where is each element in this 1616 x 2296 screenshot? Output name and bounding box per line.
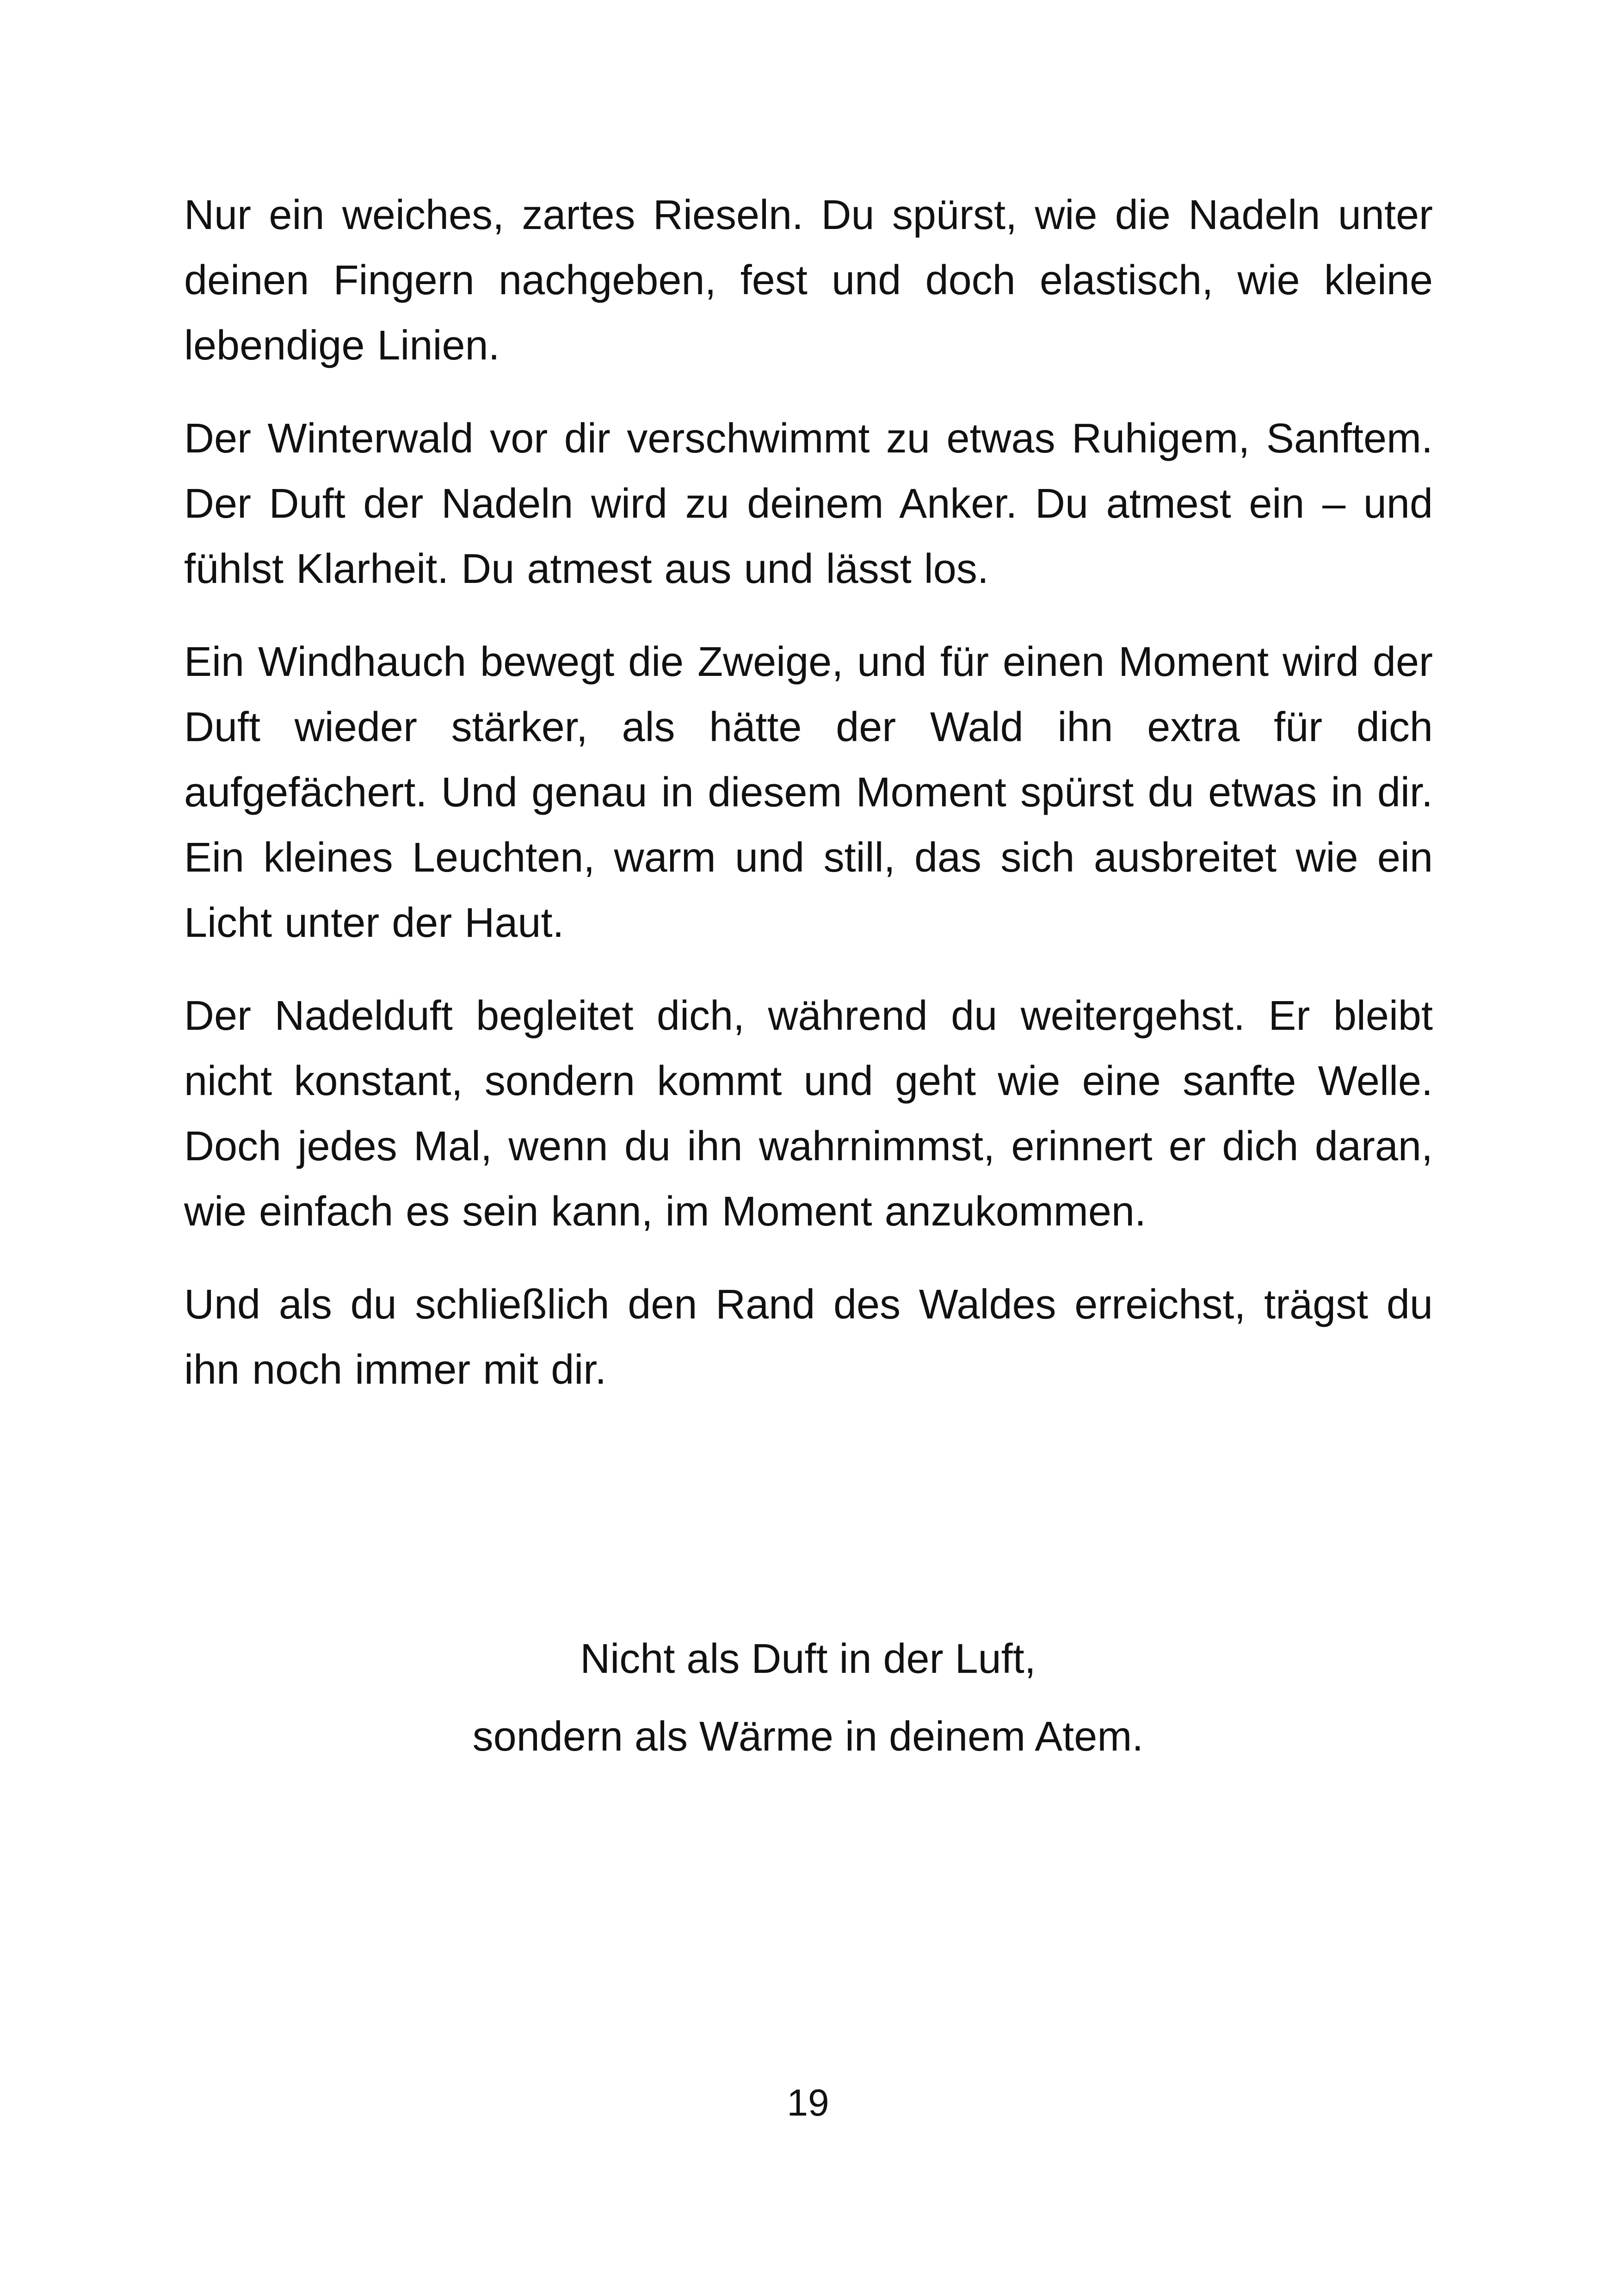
body-text (184, 183, 1433, 1430)
paragraph-3: Ein Windhauch bewegt die Zweige, und für einen Moment wird der Duft wieder stärker, als hätte der Wald ihn extra für dich aufgefächert. Und genau in diesem Moment spürst du etwas in dir. Ein kleines Leuchten, warm und still, das sich ausbreitet wie ein Licht unter der Haut. (184, 639, 1433, 946)
paragraph-2: Der Winterwald vor dir verschwimmt zu etwas Ruhigem, Sanftem. Der Duft der Nadeln wird zu deinem Anker. Du atmest ein – und fühlst Klarheit. Du atmest aus und lässt los. (184, 415, 1433, 592)
paragraph-4: Der Nadelduft begleitet dich, während du weitergehst. Er bleibt nicht konstant, sondern kommt und geht wie eine sanfte Welle. Doch jedes Mal, wenn du ihn wahrnimmst, erinnert er dich daran, wie einfach es sein kann, im Moment anzukommen. (184, 993, 1433, 1235)
paragraph-5: Und als du schließlich den Rand des Waldes erreichst, trägst du ihn noch immer mit dir. (184, 1281, 1433, 1393)
page-number: 19 (787, 2082, 829, 2124)
closing-line-2: sondern als Wärme in deinem Atem. (472, 1714, 1144, 1760)
paragraph-1: Nur ein weiches, zartes Rieseln. Du spürst, wie die Nadeln unter deinen Fingern nachgeben, fest und doch elastisch, wie kleine lebendige Linien. (184, 192, 1433, 369)
closing-line-1: Nicht als Duft in der Luft, (580, 1636, 1036, 1682)
closing-verse (0, 1620, 1616, 1776)
